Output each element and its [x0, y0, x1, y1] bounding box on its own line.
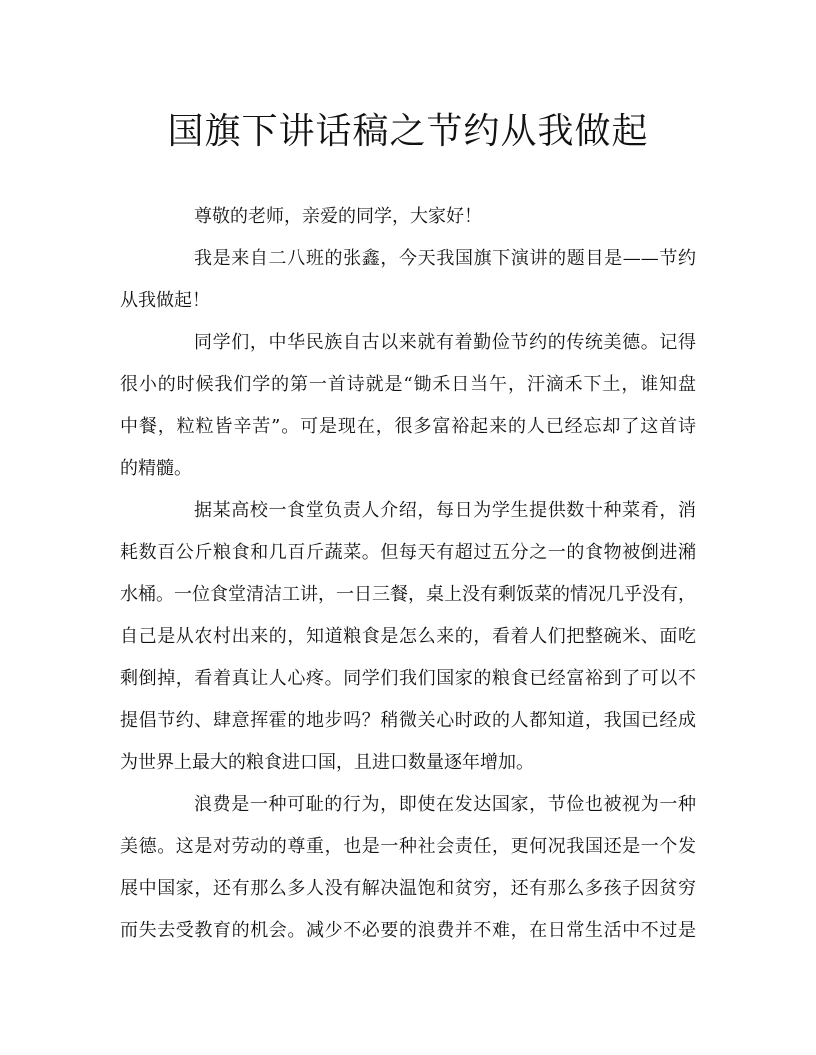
paragraph-line: 浪费是一种可耻的行为，即使在发达国家，节俭也被视为一种	[194, 794, 696, 815]
paragraph-line: 我是来自二八班的张鑫，今天我国旗下演讲的题目是——节约	[194, 248, 696, 269]
paragraph-line: 水桶。一位食堂清洁工讲，一日三餐，桌上没有剩饭菜的情况几乎没有，	[120, 584, 696, 605]
paragraph-line: 展中国家，还有那么多人没有解决温饱和贫穷，还有那么多孩子因贫穷	[120, 878, 696, 899]
paragraph-line: 从我做起！	[120, 290, 210, 311]
paragraph-line: 据某高校一食堂负责人介绍，每日为学生提供数十种菜肴，消	[194, 500, 696, 521]
paragraph-line: 同学们，中华民族自古以来就有着勤俭节约的传统美德。记得	[194, 332, 696, 353]
page-title: 国旗下讲话稿之节约从我做起	[167, 111, 649, 152]
paragraph-line: 的精髓。	[120, 458, 192, 479]
paragraph-line: 美德。这是对劳动的尊重，也是一种社会责任，更何况我国还是一个发	[120, 836, 696, 857]
document-body	[120, 203, 696, 959]
paragraph-line: 耗数百公斤粮食和几百斤蔬菜。但每天有超过五分之一的食物被倒进潲	[120, 542, 696, 563]
paragraph-line: 剩倒掉，看着真让人心疼。同学们我们国家的粮食已经富裕到了可以不	[120, 668, 696, 689]
paragraph-line: 很小的时候我们学的第一首诗就是“锄禾日当午，汗滴禾下土，谁知盘	[120, 374, 696, 395]
paragraph-line: 提倡节约、肆意挥霍的地步吗？稍微关心时政的人都知道，我国已经成	[120, 710, 696, 731]
paragraph-line: 自己是从农村出来的，知道粮食是怎么来的，看着人们把整碗米、面吃	[120, 626, 696, 647]
paragraph-tradition	[120, 329, 696, 483]
paragraph-canteen	[120, 497, 696, 777]
paragraph-line: 中餐，粒粒皆辛苦”。可是现在，很多富裕起来的人已经忘却了这首诗	[120, 416, 696, 437]
paragraph-line: 而失去受教育的机会。减少不必要的浪费并不难，在日常生活中不过是	[120, 920, 696, 941]
paragraph-line: 为世界上最大的粮食进口国，且进口数量逐年增加。	[120, 752, 534, 773]
paragraph-waste	[120, 791, 696, 945]
paragraph-line: 尊敬的老师，亲爱的同学，大家好！	[194, 206, 482, 227]
paragraph-greeting	[120, 203, 696, 231]
paragraph-introduction	[120, 245, 696, 315]
